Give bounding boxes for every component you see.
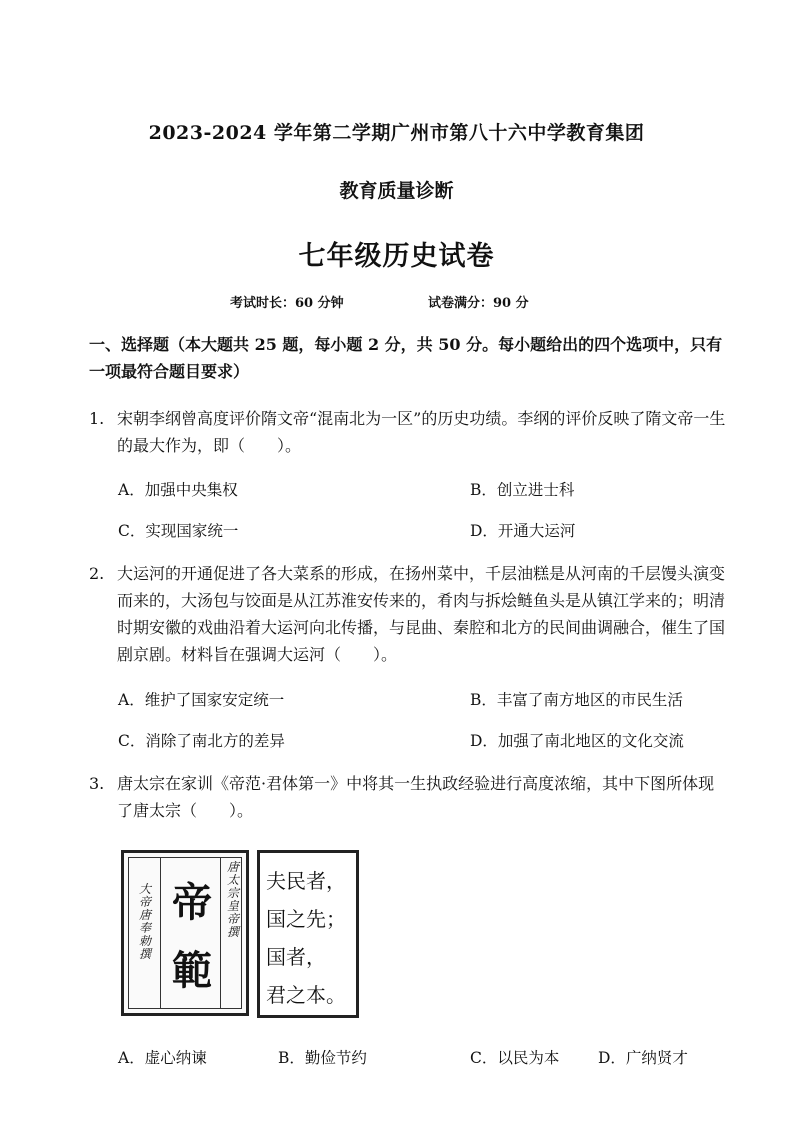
option-a[interactable]: A．维护了国家安定统一 <box>118 691 285 709</box>
question-2 <box>89 560 729 668</box>
exam-time: 考试时长：60 分钟 <box>230 296 344 311</box>
exam-score: 试卷满分：90 分 <box>428 296 529 311</box>
quote-line: 君之本。 <box>266 983 346 1007</box>
option-c[interactable]: C．以民为本 <box>470 1049 560 1067</box>
option-d[interactable]: D．广纳贤才 <box>598 1049 688 1067</box>
quote-line: 夫民者， <box>266 869 346 893</box>
question-1 <box>89 405 729 459</box>
option-a[interactable]: A．虚心纳谏 <box>118 1049 207 1067</box>
option-d[interactable]: D．加强了南北地区的文化交流 <box>470 732 684 750</box>
question-text: 大运河的开通促进了各大菜系的形成，在扬州菜中，千层油糕是从河南的千层馒头演变而来的，大汤包与饺面是从江苏淮安传来的，肴肉与拆烩鲢鱼头是从镇江学来的；明清时期安徽的戏曲沿着大运河向北传播，与昆曲、秦腔和北方的民间曲调融合，催生了国剧京剧。材料旨在强调大运河（ ）。 <box>117 564 726 664</box>
option-b[interactable]: B．勤俭节约 <box>278 1049 367 1067</box>
option-a[interactable]: A．加强中央集权 <box>118 481 238 499</box>
book-side-right: 唐太宗皇帝撰 <box>226 860 239 939</box>
figure-difan <box>121 842 361 1022</box>
question-number: 1. <box>89 409 105 428</box>
option-b[interactable]: B．创立进士科 <box>470 481 575 499</box>
book-title-char-1: 帝 <box>172 879 212 926</box>
option-c[interactable]: C．实现国家统一 <box>118 522 239 540</box>
question-3 <box>89 770 729 824</box>
title-subtitle: 教育质量诊断 <box>339 180 454 202</box>
book-title-char-2: 範 <box>172 947 212 994</box>
option-d[interactable]: D．开通大运河 <box>470 522 576 540</box>
question-text: 唐太宗在家训《帝范·君体第一》中将其一生执政经验进行高度浓缩，其中下图所体现了唐太宗（ ）。 <box>117 774 715 820</box>
question-text: 宋朝李纲曾高度评价隋文帝“混南北为一区”的历史功绩。李纲的评价反映了隋文帝一生的最大作为，即（ ）。 <box>117 409 726 455</box>
question-number: 2. <box>89 564 105 583</box>
quote-line: 国者， <box>266 945 326 969</box>
option-b[interactable]: B．丰富了南方地区的市民生活 <box>470 691 683 709</box>
title-school: 2023-2024 学年第二学期广州市第八十六中学教育集团 <box>148 122 645 144</box>
question-number: 3. <box>89 774 105 793</box>
option-c[interactable]: C．消除了南北方的差异 <box>118 732 285 750</box>
quote-card <box>257 850 359 1018</box>
book-cover-image <box>121 850 249 1016</box>
book-side-left: 大帝唐奉勅撰 <box>138 882 151 961</box>
section-heading: 一、选择题（本大题共 25 题，每小题 2 分，共 50 分。每小题给出的四个选项中，只有一项最符合题目要求） <box>89 335 723 381</box>
quote-line: 国之先； <box>266 907 346 931</box>
title-exam: 七年级历史试卷 <box>298 241 495 272</box>
